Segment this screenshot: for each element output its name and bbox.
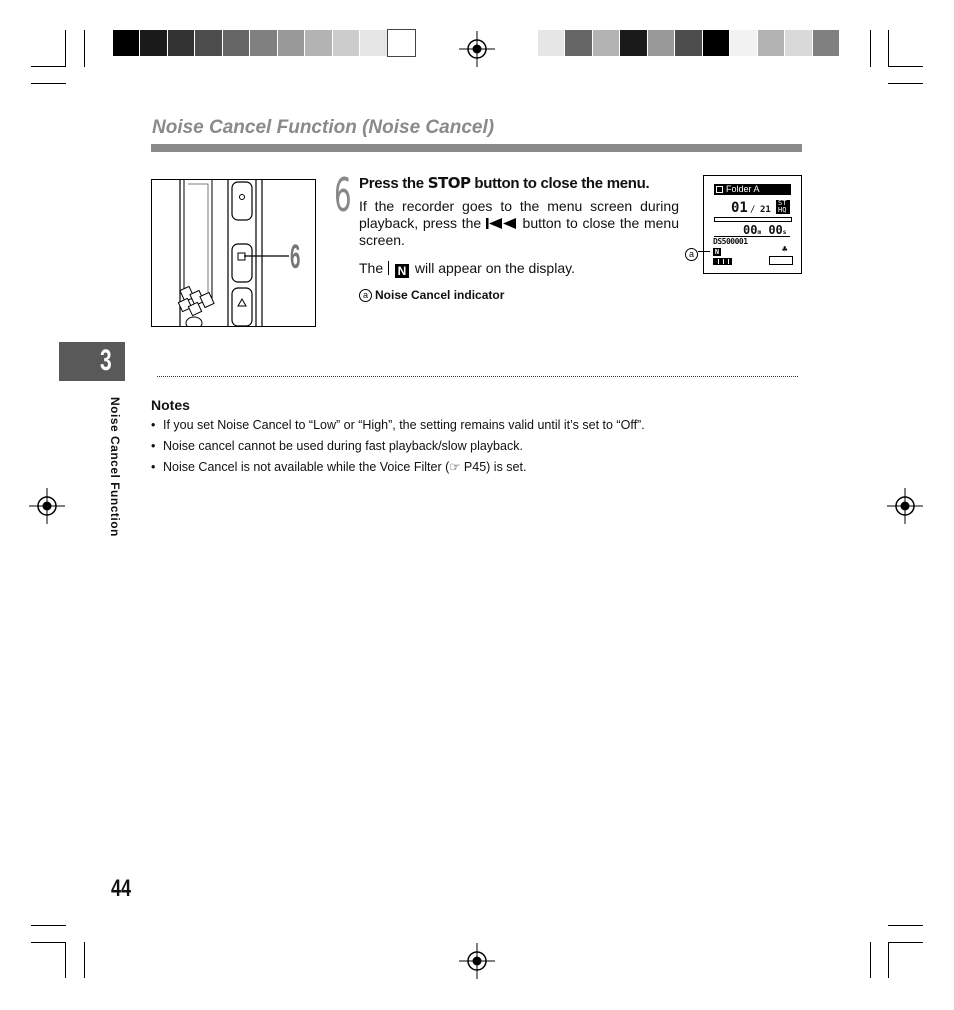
lcd-mode-top: ST <box>778 199 787 207</box>
calibration-swatch <box>388 30 415 56</box>
calibration-swatch <box>333 30 360 56</box>
title-rule <box>151 144 802 152</box>
calibration-swatch <box>813 30 840 56</box>
registration-mark-icon <box>29 488 65 524</box>
step-body-text-end: button to close the menu screen. <box>359 215 679 248</box>
notes-list <box>151 418 645 481</box>
notes-title: Notes <box>151 397 190 413</box>
step-heading-text-end: button to close the menu. <box>470 175 650 192</box>
section-title: Noise Cancel Function (Noise Cancel) <box>152 117 495 138</box>
caption-text: Noise Cancel indicator <box>375 288 505 302</box>
illustration-callout: 6 <box>290 238 301 276</box>
calibration-swatch <box>675 30 702 56</box>
chapter-tab <box>59 342 125 381</box>
calibration-swatch <box>785 30 812 56</box>
chapter-number: 3 <box>100 344 112 377</box>
caption-letter: a <box>359 289 372 302</box>
lcd-minutes: 00 <box>743 223 758 237</box>
calibration-swatch <box>140 30 167 56</box>
chapter-side-label: Noise Cancel Function <box>108 397 122 537</box>
calibration-swatch <box>648 30 675 56</box>
calibration-swatch <box>195 30 222 56</box>
calibration-swatch <box>250 30 277 56</box>
appear-text-end: will appear on the display. <box>411 260 575 276</box>
calibration-swatch <box>305 30 332 56</box>
lcd-file-total: 21 <box>760 205 771 215</box>
appear-text: The <box>359 260 388 276</box>
calibration-swatch <box>538 30 565 56</box>
calibration-swatch <box>168 30 195 56</box>
lcd-seconds: 00 <box>768 223 783 237</box>
list-item: • Noise cancel cannot be used during fast playback/slow playback. <box>151 439 645 454</box>
calibration-swatch <box>593 30 620 56</box>
step-heading-text: Press the <box>359 175 428 192</box>
registration-mark-icon <box>887 488 923 524</box>
calibration-swatch <box>113 30 140 56</box>
lcd-callout <box>685 245 701 263</box>
lcd-folder: Folder A <box>726 184 760 194</box>
calibration-swatch <box>758 30 785 56</box>
device-illustration <box>151 179 316 327</box>
calibration-swatch <box>565 30 592 56</box>
calibration-swatch <box>620 30 647 56</box>
calibration-swatch <box>223 30 250 56</box>
step-number: 6 <box>334 168 352 222</box>
registration-mark-icon <box>459 31 495 67</box>
noise-cancel-icon: N <box>395 264 409 278</box>
page-number: 44 <box>111 875 132 902</box>
lcd-time <box>743 223 786 237</box>
folder-icon <box>716 186 723 193</box>
lcd-minutes-unit: m <box>757 229 762 236</box>
lcd-callout-letter: a <box>685 248 698 261</box>
step-body <box>359 198 679 249</box>
step-body-text: If the recorder goes to the menu screen during playback, press the <box>359 198 679 231</box>
calibration-swatch <box>730 30 757 56</box>
calibration-swatch <box>703 30 730 56</box>
calibration-swatch <box>278 30 305 56</box>
bracket-icon <box>388 261 393 275</box>
lcd-mode-bottom: HQ <box>778 206 787 214</box>
list-item: • If you set Noise Cancel to “Low” or “High”, the setting remains valid until it’s set to “Off”. <box>151 418 645 433</box>
dotted-divider <box>157 376 798 377</box>
calibration-swatch <box>360 30 387 56</box>
lcd-callout-line <box>698 251 710 252</box>
step-heading <box>359 174 649 192</box>
lcd-display <box>703 175 802 274</box>
lcd-noise-indicator: N <box>714 248 720 256</box>
lcd-file-name: DS500001 <box>713 237 748 246</box>
list-item: • Noise Cancel is not available while the Voice Filter (☞ P45) is set. <box>151 460 645 475</box>
battery-icon <box>713 258 732 265</box>
stop-button-label: STOP <box>427 174 471 192</box>
lcd-seconds-unit: s <box>782 229 787 236</box>
lcd-volume-box <box>769 256 793 265</box>
mic-sensitivity-icon: ♣ <box>782 245 788 255</box>
skip-back-icon <box>486 218 518 229</box>
lcd-progress-bar <box>714 217 792 222</box>
lcd-slash: / <box>750 205 756 215</box>
lcd-file-number: 01 <box>731 200 748 216</box>
caption <box>359 288 504 302</box>
appear-note <box>359 260 575 278</box>
registration-mark-icon <box>459 943 495 979</box>
